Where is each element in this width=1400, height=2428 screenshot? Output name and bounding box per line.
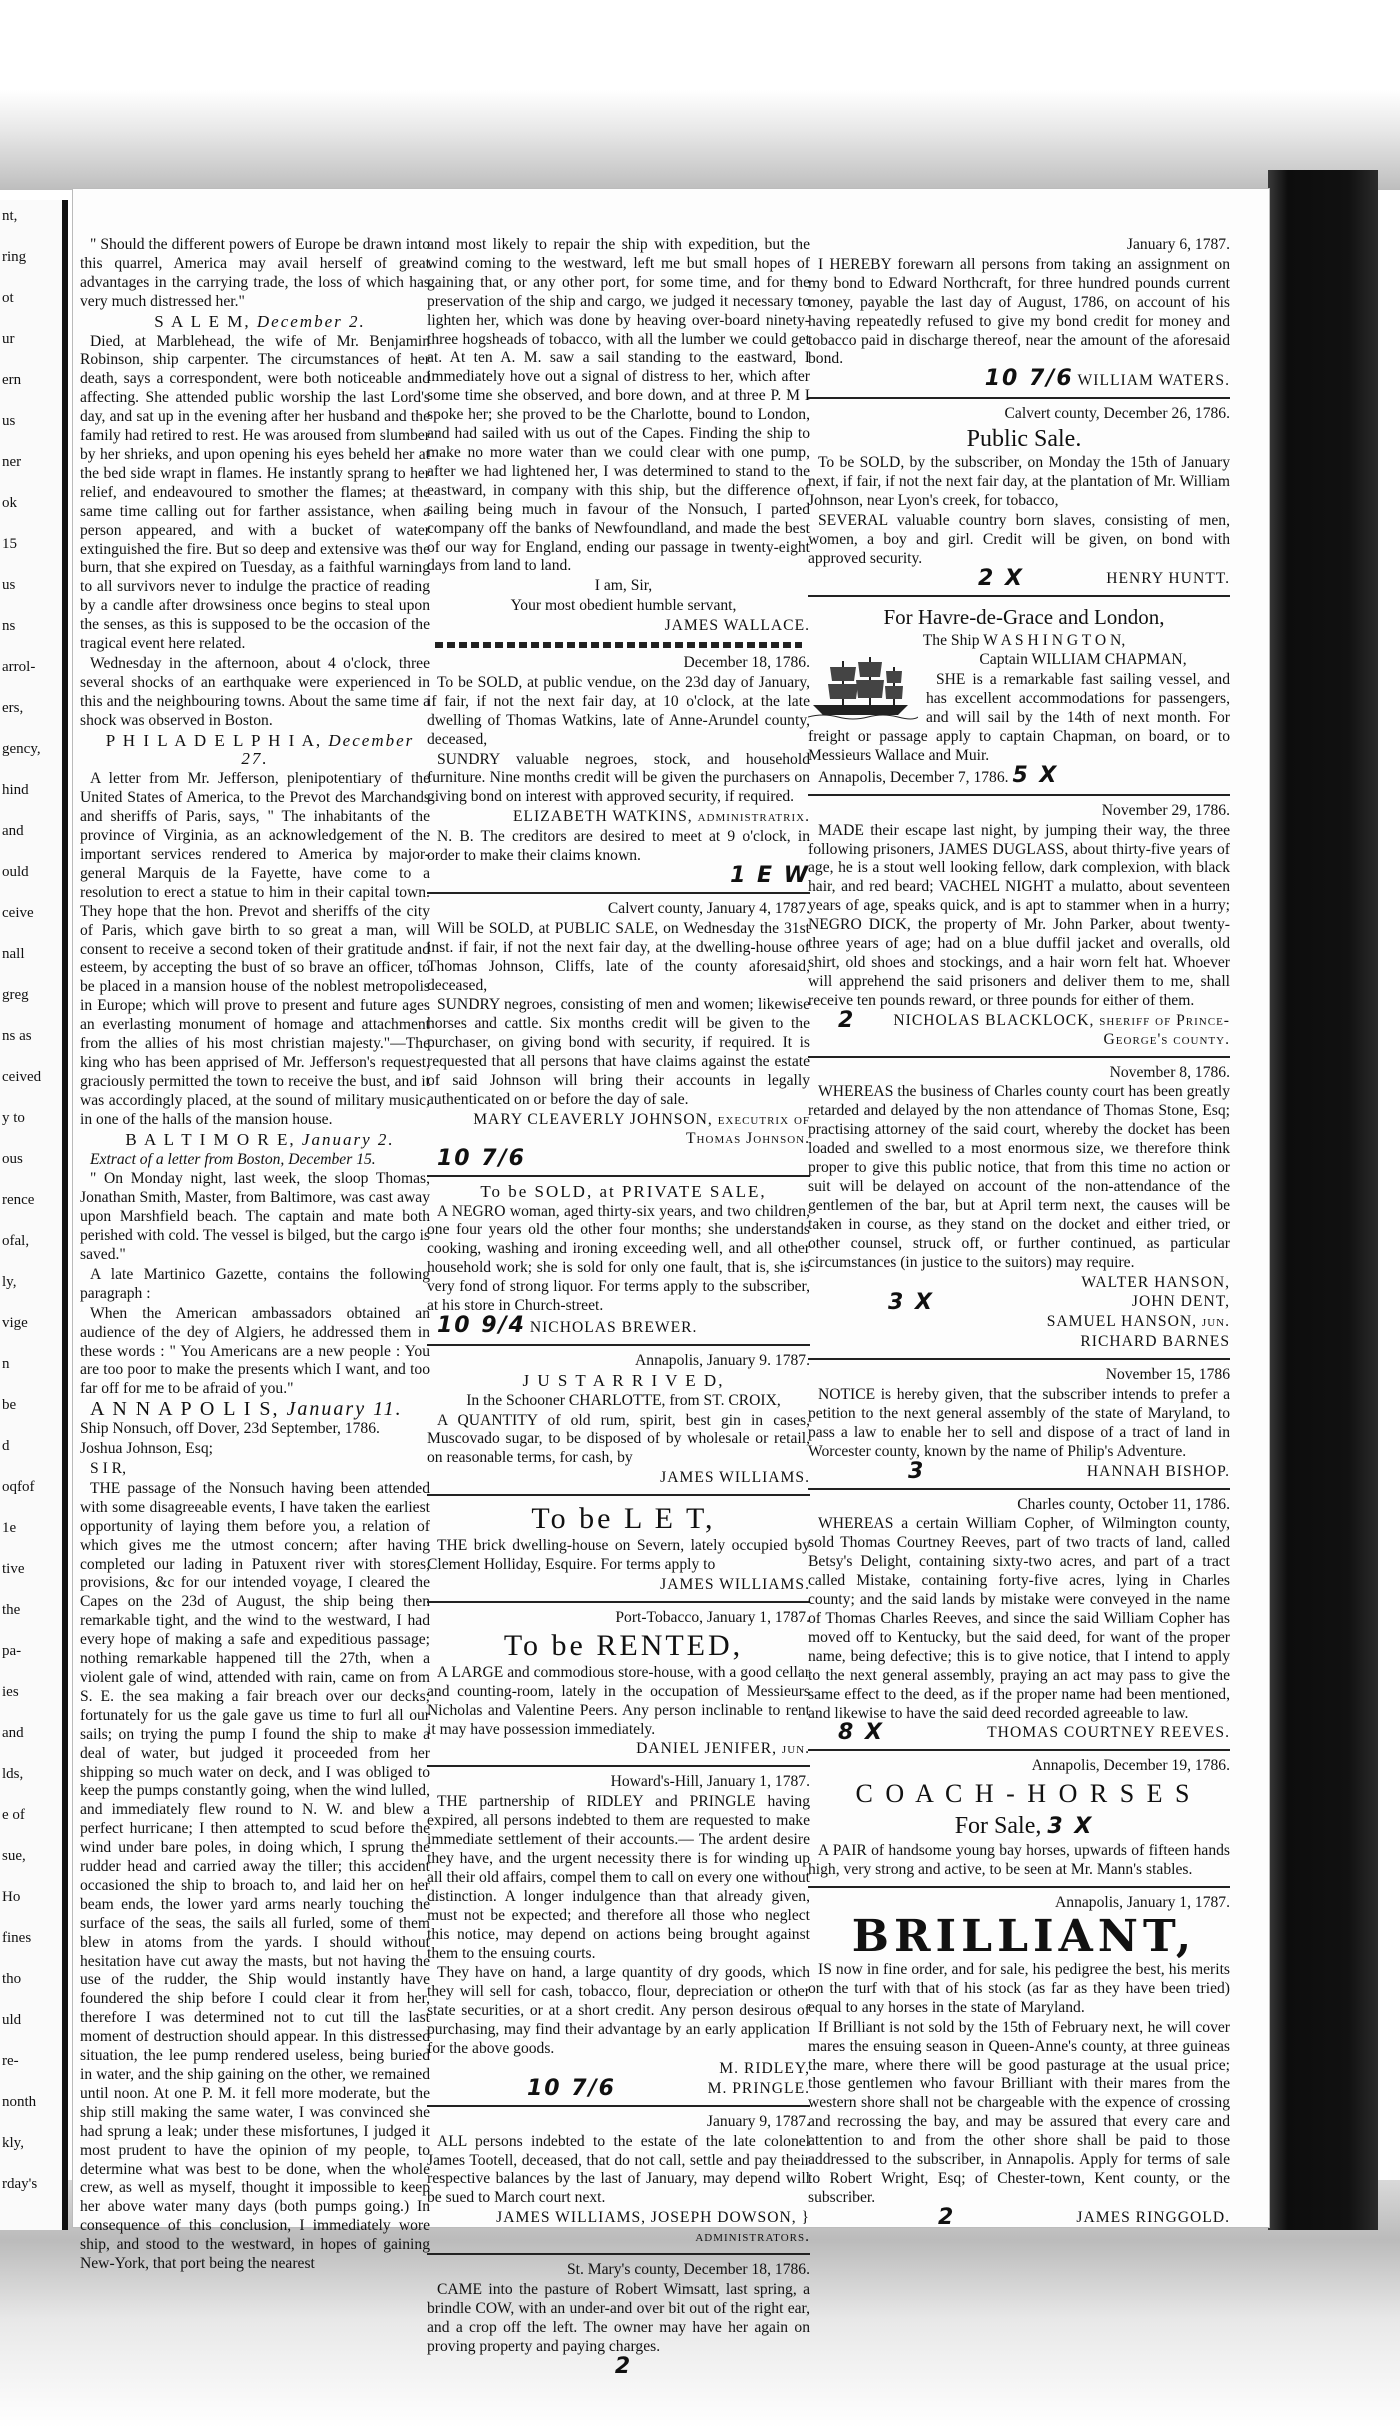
signer-barnes: RICHARD BARNES — [1080, 1333, 1230, 1351]
to-be-rented-heading: To be RENTED, — [503, 1628, 744, 1662]
left-page-text-fragment: ers, — [2, 700, 24, 716]
left-page-text-fragment: hind — [2, 782, 29, 798]
left-page-text-fragment: uld — [2, 2012, 22, 2028]
baltimore-heading: B A L T I M O R E, January 2. — [125, 1129, 395, 1149]
left-page-text-fragment: ly, — [2, 1274, 17, 1290]
left-page-text-fragment: ceived — [2, 1069, 42, 1085]
coach-horses-heading: C O A C H - H O R S E S — [855, 1779, 1193, 1809]
reeves-land-notice: WHEREAS a certain William Copher, of Wilmington county, sold Thomas Courtney Reeves, part of two tracts of land, called Betsy's Delight, containing sixty-two acres, and part of a tract called Mistake, containing forty-five acres, lying in Charles county; and the said lands by mistake were conveyed in the name of Thomas Charles Reeves, and since the said William Copher has moved off to Kentucky, but the said deed, for want of the proper name, being defective; this is to give notice, that I intend to apply to the next general assembly, praying an act may pass to give the same effect to the deed, as if the proper name had been mentioned, and likewise to have the said deed recorded agreeable to law. — [808, 1515, 1230, 1722]
just-arrived-heading: J U S T A R R I V E D, — [522, 1370, 725, 1390]
williams-ad-signature: JAMES WILLIAMS. — [660, 1469, 810, 1487]
left-page-text-fragment: ner — [2, 454, 22, 470]
ship-captain: Captain WILLIAM CHAPMAN, — [979, 651, 1187, 669]
divider — [808, 794, 1230, 796]
left-page-text-fragment: ns — [2, 618, 16, 634]
divider — [808, 1358, 1230, 1360]
just-arrived-subheading: In the Schooner CHARLOTTE, from ST. CROIX, — [466, 1391, 781, 1409]
ad-date: December 18, 1786. — [683, 654, 810, 672]
watkins-ad-intro: To be SOLD, at public vendue, on the 23d day of January, if fair, if not the next fair day, at 10 o'clock, at the late dwelling of Thomas Watkins, late of Anne-Arundel county, deceased, — [427, 673, 810, 748]
jenifer-ad-body: A LARGE and commodious store-house, with a good cellar and counting-room, lately in the occupation of Messieurs Nicholas and Valentine Peers. Any person inclinable to rent it may have possession immediately. — [427, 1663, 810, 1738]
divider — [427, 1765, 810, 1767]
left-page-text-fragment: ous — [2, 1151, 23, 1167]
column-3 — [808, 236, 1230, 2229]
handwritten-mark: 1 E W — [730, 863, 810, 888]
pringle-signature: 10 7/6 M. PRINGLE. — [527, 2075, 810, 2101]
ad-date: Annapolis, January 1, 1787. — [1055, 1894, 1230, 1912]
divider — [427, 1494, 810, 1496]
ad-date: November 15, 1786 — [1105, 1366, 1230, 1384]
letter-continuation: and most likely to repair the ship with expedition, but the wind coming to the westward, left me but small hopes of gaining that, or any other port, for some time, and for the preservation of the ship and cargo, we judged it necessary to lighten her, which was done by heaving over-board ninety-three hogsheads of tobacco, with all the lumber we could get at. At ten A. M. saw a sail standing to the eastward, I immediately hove out a signal of distress to her, which after some time she observed, and bore down, and at three P. M I spoke her; she proved to be the Charlotte, bound to London, and had sailed with us out of the Capes. Finding the ship to make no more water than we could clear with one pump, after we had lightened her, I was determined to stand to the eastward, in company with this ship, but the difference of sailing being much in favour of the Nonsuch, I parted company off the banks of Newfoundland, and made the best of our way for England, ending our passage in twenty-eight days from land to land. — [427, 236, 810, 575]
left-page-text-fragment: kly, — [2, 2135, 24, 2151]
letter-closing-2: Your most obedient humble servant, — [510, 597, 737, 615]
left-page-text-fragment: ring — [2, 249, 27, 265]
escaped-prisoners-notice: MADE their escape last night, by jumping their way, the three following prisoners, JAMES DUGLASS, about thirty-five years of age, he is a stout well looking fellow, dark complexion, with black hair, and red beard; VACHEL NIGHT a mulatto, about seventeen years of age, speaks quick, and is apt to stammer when in a hurry; NEGRO DICK, the property of Mr. John Parker, about twenty-three years of age; had on a blue duffil jacket and overalls, old shirt, old shoes and stockings, and a hair worn felt hat. Whoever will apprehend the said prisoners and deliver them to me, shall receive ten pounds reward, or three pounds for either of them. — [808, 821, 1230, 1009]
intro-paragraph: " Should the different powers of Europe be drawn into this quarrel, America may avail herself of great advantages in the carrying trade, the loss of which has very much distressed her." — [80, 236, 430, 310]
column-2 — [427, 236, 810, 2378]
brewer-ad-signature: 10 9/4 NICHOLAS BREWER. — [437, 1312, 698, 1338]
left-page-text-fragment: greg — [2, 987, 29, 1003]
divider — [427, 2105, 810, 2107]
left-page-text-fragment: rence — [2, 1192, 35, 1208]
ad-date: January 9, 1787. — [706, 2112, 810, 2130]
divider — [427, 1175, 810, 1177]
charles-county-court-notice: WHEREAS the business of Charles county court has been greatly retarded and delayed by the non attendance of Thomas Stone, Esq; practising attorney of the said court, whereby the docket has been loaded and swelled to a most enormous size, we therefore think proper to give this public notice, that from this time no action or suit will be delayed on account of the non-attendance of the gentlemen of the bar, but at April term next, the causes will be taken in course, as they stand on the docket and either tried, or other counsel, struck off, or further continued, as particular circumstances (in justice to the suitors) may require. — [808, 1083, 1230, 1271]
salem-heading: S A L E M, December 2. — [154, 311, 366, 331]
washington-ad-body: SHE is a remarkable fast sailing vessel, and has excellent accommodations for passengers, and will sail by the 14th of next month. For freight or passage apply to captain Chapman, on board, or to Messieurs Wallace and Muir. — [808, 671, 1230, 764]
divider — [808, 1056, 1230, 1058]
court-signatures — [808, 1274, 1230, 1353]
left-page-text-fragment: n — [2, 1356, 10, 1372]
private-sale-heading: To be SOLD, at PRIVATE SALE, — [480, 1181, 767, 1201]
divider — [808, 1488, 1230, 1490]
left-page-text-fragment: ould — [2, 864, 29, 880]
johnson-ad-signature: MARY CLEAVERLY JOHNSON, executrix of Thomas Johnson. — [473, 1110, 810, 1147]
ship-woodcut-icon — [808, 653, 918, 723]
left-page-text-fragment: ot — [2, 290, 14, 306]
left-page-text-fragment: lds, — [2, 1766, 24, 1782]
left-page-text-fragment: tho — [2, 1971, 22, 1987]
divider — [427, 2253, 810, 2255]
ad-date: Charles county, October 11, 1786. — [1017, 1495, 1230, 1513]
salem-article: Died, at Marblehead, the wife of Mr. Benjamin Robinson, ship carpenter. The circumstances of her death, says a correspondent, were both noticeable and affecting. She attended public worship the last Lord's day, and sat up in the evening after her husband and the family had retired to rest. He was aroused from slumber by her shrieks, and upon opening his eyes beheld her at the bed side wrapt in flames. He instantly sprang to her relief, and endeavoured to smother the flames; at the same time calling out for farther assistance, when a person appeared, and with a bucket of water extinguished the fire. But so deep and extensive was the burn, that she expired on Tuesday, as a faithful warning to all survivors never to indulge the practice of reading by a candle after drowsiness once begins to steal upon the senses, as this is supposed to be the occasion of the tragical event here related. — [80, 332, 430, 653]
ringgold-signature: 2 JAMES RINGGOLD. — [938, 2204, 1230, 2230]
huntt-ad-body: SEVERAL valuable country born slaves, consisting of men, women, a boy and girl. Credit will be given, on bond with approved security. — [808, 511, 1230, 567]
left-page-text-fragment: ceive — [2, 905, 34, 921]
jenifer-ad-signature: DANIEL JENIFER, jun. — [636, 1740, 810, 1758]
baltimore-extract-title: Extract of a letter from Boston, December 15. — [90, 1150, 376, 1168]
annapolis-heading: A N N A P O L I S, January 11. — [90, 1398, 403, 1421]
handwritten-mark: 10 7/6 — [437, 1145, 526, 1171]
washington-ad-date: Annapolis, December 7, 1786. 5 X — [818, 762, 1059, 788]
left-page-text-fragment: re- — [2, 2053, 19, 2069]
left-page-text-fragment: Ho — [2, 1889, 21, 1905]
handwritten-mark: 3 X — [888, 1289, 934, 1315]
ad-date: Calvert county, January 4, 1787. — [607, 899, 810, 917]
left-page-text-fragment: gency, — [2, 741, 41, 757]
nonsuch-letter: THE passage of the Nonsuch having been attended with some disagreeable events, I have taken the earliest opportunity of laying them before you, a relation of which gives me the utmost concern; after having completed our lading in Patuxent river with stores, provisions, &c for our intended voyage, I cleared the Capes on the 23d of August, the ship being then remarkable tight, and the wind to the westward, I had every hope of making a safe and expeditious passage; nothing remarkable happened till the 27th, when a violent gale of wind, attended with rain, came on from S. E. the sea making a fair breach over our decks; fortunately for us the gale gave us time to furl all our sails; on trying the pump I found the ship to make a deal of water, but judged it proceeded from her shipping so much water on deck, and I was obliged to keep the pumps constantly going, when the wind lulled, and immediately flew round to N. W. and blew a perfect hurricane; I then attempted to scud before the wind under bare poles, in doing which, I sprung the rudder head and carried away the tiller; this accident occasioned the ship to broach to, and laid her on her beam ends, the lower yard arms nearly touching the surface of the seas, the sails all furled, some of them blew in atoms from the yards. I should without hesitation have cut away the masts, but not having the use of the rudder, the Ship would instantly have foundered the ship before I could clear it from her, therefore I was determined not to cut till the last moment of destruction should appear. In this distressed situation, the lee pump rendered useless, being buried in water, and the ship gaining on the other, we remained until noon. At one P. M. it fell more moderate, but the ship still making the same water, I was convinced she had sprung a leak; under these misfortunes, I judged it most prudent to have the opinion of my people, to determine what was best to be done, when the whole crew, as well as myself, thought it impossible to keep her above water many days (both pumps going.) In consequence of this conclusion, I immediately wore ship, and stood to the westward, in hopes of gaining New-York, that port being the nearest — [80, 1479, 430, 2273]
ad-date: Calvert county, December 26, 1786. — [1004, 405, 1230, 423]
left-page-text-fragment: sue, — [2, 1848, 26, 1864]
havre-london-heading: For Havre-de-Grace and London, — [883, 604, 1165, 629]
williams-ad-body: A QUANTITY of old rum, spirit, best gin in cases, Muscovado sugar, to be disposed of by wholesale or retail, on reasonable terms, for cash, by — [427, 1411, 810, 1467]
martinico-article: When the American ambassadors obtained an audience of the dey of Algiers, he addressed them in these words : " You Americans are a new people : You are too poor to make the presents which I want, and too far off for me to be afraid of you." — [80, 1304, 430, 1398]
brilliant-ad-terms: If Brilliant is not sold by the 15th of February next, he will cover mares the ensuing season in Queen-Anne's county, at three guineas the mare, where there will be good pasturage at the usual price; those gentlemen who favour Brilliant with their mares from the western shore shall not be chargeable with the expence of crossing and recrossing the bay, and may be assured that every care and attention to and from the other shore shall be paid to those addressed to the subscriber, in Annapolis. Apply for terms of sale to Robert Wright, Esq; of Chester-town, Kent county, or the subscriber. — [808, 2018, 1230, 2206]
letter-header: Ship Nonsuch, off Dover, 23d September, 1786. — [80, 1420, 380, 1438]
left-page-text-fragment: rday's — [2, 2176, 38, 2192]
left-page-text-fragment: us — [2, 577, 16, 593]
divider — [435, 642, 802, 648]
left-page-text-fragment: pa- — [2, 1643, 22, 1659]
watkins-ad-note: N. B. The creditors are desired to meet at 9 o'clock, in order to make their claims known. — [427, 828, 810, 865]
ship-name: The Ship W A S H I N G T O N, — [922, 631, 1126, 649]
administrators-signature: JAMES WILLIAMS, JOSEPH DOWSON, } administrators. — [496, 2209, 810, 2246]
left-page-text-fragment: ies — [2, 1684, 19, 1700]
scan-background-top — [0, 0, 1400, 190]
brilliant-ad-body: IS now in fine order, and for sale, his pedigree the best, his merits on the turf with that of his stock (as far as they have been tried) equal to any horses in the state of Maryland. — [808, 1960, 1230, 2016]
left-page-text-fragment: y to — [2, 1110, 25, 1126]
watkins-ad-signature: ELIZABETH WATKINS, administratrix. — [513, 808, 810, 826]
bishop-petition-notice: NOTICE is hereby given, that the subscriber intends to prefer a petition to the next general assembly of the state of Maryland, to pass a law to enable her to sell and dispose of a tract of land in Worcester county, known by the name of Philip's Adventure. — [808, 1386, 1230, 1460]
left-page-text-fragment: ofal, — [2, 1233, 30, 1249]
ad-date: Annapolis, January 9. 1787. — [635, 1351, 810, 1369]
left-page-text-fragment: arrol- — [2, 659, 36, 675]
johnson-ad-body: SUNDRY negroes, consisting of men and women; likewise horses and cattle. Six months credit will be given to the purchaser, on giving bond with security, if required. It is requested that all persons that have claims against the estate of said Johnson will bring their accounts in legally authenticated on or before the day of sale. — [427, 996, 810, 1108]
left-page-text-fragment: the — [2, 1602, 21, 1618]
left-page-fragment — [0, 200, 68, 2230]
left-page-text-fragment: oqfof — [2, 1479, 35, 1495]
ridley-pringle-goods: They have on hand, a large quantity of dry goods, which they will sell for cash, tobacco, flour, depreciation or other state securities, or at a short credit. Any person desirous of purchasing, may find their advantage by an early application for the above goods. — [427, 1964, 810, 2058]
left-page-text-fragment: us — [2, 413, 16, 429]
left-page-text-fragment: ok — [2, 495, 17, 511]
left-page-text-fragment: be — [2, 1397, 17, 1413]
philadelphia-article: A letter from Mr. Jefferson, plenipotentiary of the United States of America, to the Prevot des Marchands and sheriffs of Paris, says, " The inhabitants of the province of Virginia, as an acknowledgement of the important services rendered to America by major-general Marquis de la Fayette, have come to a resolution to erect a statue to him in their capital town. They hope that the hon. Prevot and sheriffs of the city of Paris, which gave birth to so great a man, will consent to receive a second token of their gratitude and esteem, by accepting the bust of so brave an officer, to be placed in a mansion house of the noblest metropolis in Europe; which will prove to present and future ages an everlasting monument of homage and attachment from the allies of his most christian majesty."—The king who has been apprised of Mr. Jefferson's request, graciously permitted the town to receive the bust, and it was accordingly placed, at the sound of military music, in one of the halls of the mansion house. — [80, 770, 430, 1128]
for-sale-subheading: For Sale, 3 X — [954, 1813, 1094, 1840]
left-page-text-fragment: ur — [2, 331, 15, 347]
baltimore-article: " On Monday night, last week, the sloop Thomas, Jonathan Smith, Master, from Baltimore, was cast away upon Marshfield beach. The captain and mate both perished with cold. The vessel is bilged, but the cargo is saved." — [80, 1170, 430, 1264]
divider — [808, 595, 1230, 597]
brilliant-heading: BRILLIANT, — [851, 1910, 1197, 1962]
stray-cow-notice: CAME into the pasture of Robert Wimsatt, last spring, a brindle COW, with an under-and over bit out of the right ear, and a crop off the left. The owner may have her again on proving property and paying charges. — [427, 2281, 810, 2355]
let-ad-body: THE brick dwelling-house on Severn, lately occupied by Clement Holliday, Esquire. For terms apply to — [427, 1537, 810, 1574]
left-page-text-fragment: vige — [2, 1315, 28, 1331]
martinico-intro: A late Martinico Gazette, contains the following paragraph : — [80, 1265, 430, 1302]
blacklock-signature: 2 NICHOLAS BLACKLOCK, sheriff of Prince-George's county. — [838, 1007, 1230, 1048]
ridley-signature: M. RIDLEY, — [719, 2059, 810, 2077]
left-page-text-fragment: ns as — [2, 1028, 32, 1044]
johnson-ad-intro: Will be SOLD, at PUBLIC SALE, on Wednesday the 31st inst. if fair, if not the next fair day, at the dwelling-house of Thomas Johnson, Cliffs, late of the county aforesaid, deceased, — [427, 919, 810, 994]
ad-date: St. Mary's county, December 18, 1786. — [566, 2261, 810, 2279]
left-page-text-fragment: and — [2, 823, 24, 839]
philadelphia-heading: P H I L A D E L P H I A, December 27. — [105, 730, 415, 769]
letter-signature: JAMES WALLACE. — [664, 617, 810, 635]
ridley-pringle-notice: THE partnership of RIDLEY and PRINGLE having expired, all persons indebted to them are requested to make immediate settlement of their accounts.— The ardent desire they have, and the urgent necessity there is for winding up all their old affairs, compel them to call on every one without distinction. A longer indulgence than that already given, must not be expected; and therefore all those who neglect this notice, may depend on actions being brought against them to the ensuing courts. — [427, 1793, 810, 1962]
to-be-let-heading: To be L E T, — [531, 1502, 716, 1536]
coach-horses-body: A PAIR of handsome young bay horses, upwards of fifteen hands high, very strong and active, to be seen at Mr. Mann's stables. — [808, 1842, 1230, 1879]
divider — [427, 1601, 810, 1603]
handwritten-mark: 2 — [614, 2353, 633, 2379]
divider — [808, 1886, 1230, 1888]
huntt-ad-intro: To be SOLD, by the subscriber, on Monday the 15th of January next, if fair, if not the next fair day, at the plantation of Mr. William Johnson, near Lyon's creek, for tobacco, — [808, 454, 1230, 509]
left-page-text-fragment: ern — [2, 372, 22, 388]
waters-signature: 10 7/6 WILLIAM WATERS. — [984, 366, 1230, 392]
huntt-signature: 2 X HENRY HUNTT. — [978, 565, 1230, 591]
left-page-text-fragment: nt, — [2, 208, 18, 224]
waters-notice: I HEREBY forewarn all persons from taking an assignment on my bond to Edward Northcraft, for three hundred pounds current money, payable the last day of August, 1786, on account of his having repeatedly refused to give my bond credit for money and tobacco paid in discharge thereof, near the amount of the aforesaid bond. — [808, 255, 1230, 368]
book-binding — [1268, 170, 1378, 2230]
ad-date: January 6, 1787. — [1126, 236, 1230, 253]
left-page-text-fragment: d — [2, 1438, 10, 1454]
ad-date: November 8, 1786. — [1109, 1063, 1230, 1081]
divider — [808, 1749, 1230, 1751]
public-sale-heading: Public Sale. — [966, 426, 1082, 453]
left-page-text-fragment: fines — [2, 1930, 32, 1946]
signer-samuel-hanson: SAMUEL HANSON, jun. — [1046, 1313, 1230, 1331]
salem-article-2: Wednesday in the afternoon, about 4 o'clock, three several shocks of an earthquake were experienced in this and the neighbouring towns. About the same time a shock was observed in Boston. — [80, 654, 430, 729]
signer-dent: JOHN DENT, — [1131, 1293, 1230, 1311]
letter-salutation: S I R, — [90, 1460, 126, 1477]
letter-recipient: Joshua Johnson, Esq; — [80, 1440, 213, 1458]
divider — [427, 892, 810, 894]
left-page-text-fragment: 1e — [2, 1520, 17, 1536]
column-1 — [80, 236, 430, 2275]
brewer-ad-body: A NEGRO woman, aged thirty-six years, and two children, one four years old the other four months; she understands cooking, washing and ironing exceeding well, and all other household work; she is sold for only one fault, that is, she is very fond of strong liquor. For terms apply to the subscriber, at his store in Church-street. — [427, 1202, 810, 1315]
left-page-text-fragment: nall — [2, 946, 25, 962]
watkins-ad-body: SUNDRY valuable negroes, stock, and household furniture. Nine months credit will be given the purchasers on giving bond on interest with approved security, if required. — [427, 750, 810, 806]
letter-closing: I am, Sir, — [594, 577, 653, 595]
left-page-text-fragment: tive — [2, 1561, 25, 1577]
left-page-text-fragment: nonth — [2, 2094, 37, 2110]
bishop-signature: 3 HANNAH BISHOP. — [908, 1458, 1230, 1484]
newspaper-page — [72, 188, 1270, 2379]
left-page-text-fragment: and — [2, 1725, 24, 1741]
ad-date: Port-Tobacco, January 1, 1787. — [615, 1608, 810, 1626]
reeves-signature: 8 X THOMAS COURTNEY REEVES. — [838, 1720, 1230, 1746]
tootell-estate-notice: ALL persons indebted to the estate of the late colonel James Tootell, deceased, that do not call, settle and pay their respective balances by the last of January, may depend will be sued to March court next. — [427, 2132, 810, 2207]
ad-date: November 29, 1786. — [1101, 801, 1230, 819]
ad-date: Howard's-Hill, January 1, 1787. — [610, 1773, 810, 1791]
divider — [427, 1344, 810, 1346]
left-page-text-fragment: 15 — [2, 536, 17, 552]
left-page-text-fragment: e of — [2, 1807, 25, 1823]
let-ad-signature: JAMES WILLIAMS. — [660, 1576, 810, 1593]
signer-hanson: WALTER HANSON, — [1081, 1273, 1230, 1291]
divider — [808, 397, 1230, 399]
ad-date: Annapolis, December 19, 1786. — [1031, 1757, 1230, 1775]
